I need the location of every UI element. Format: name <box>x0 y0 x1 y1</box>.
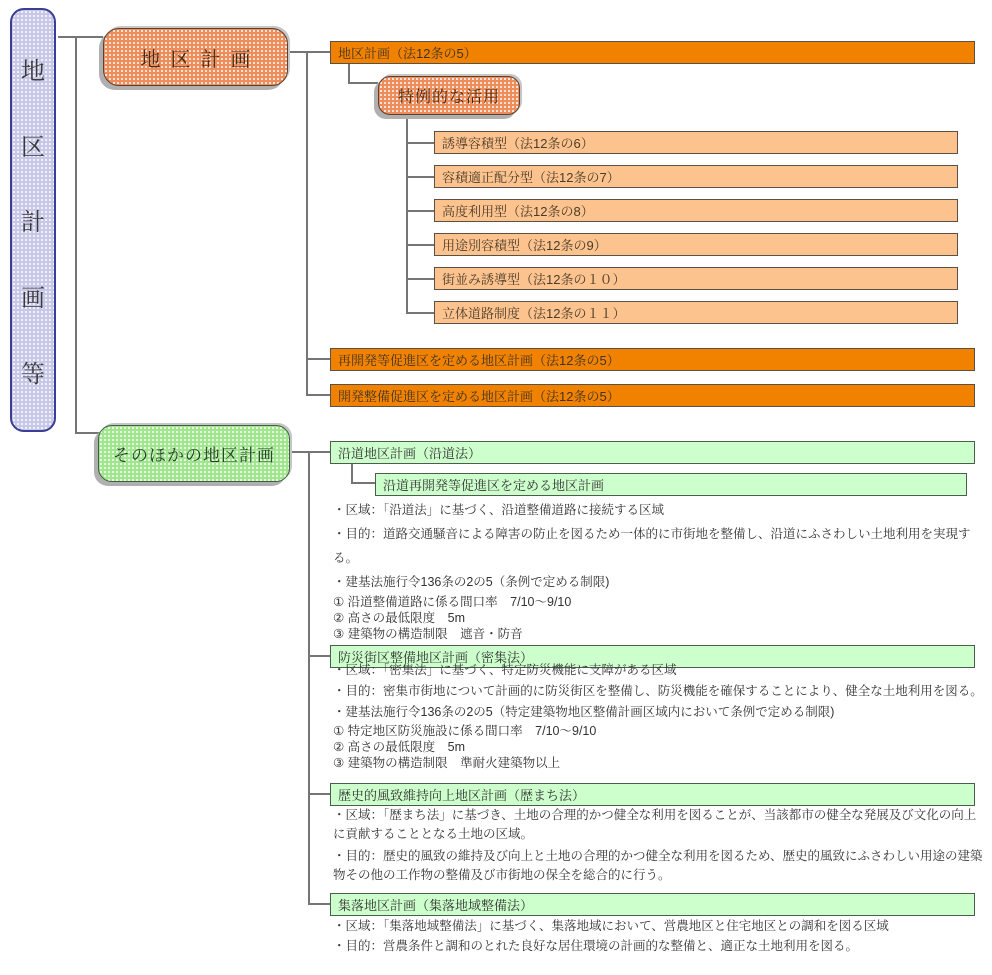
connector-line <box>308 451 310 905</box>
note-line: ・目的：密集市街地について計画的に防災街区を整備し、防災機能を確保することにより、健全な土地利用を図る。 <box>333 684 983 698</box>
connector-line <box>406 278 434 280</box>
root-label-char: 等 <box>21 361 45 389</box>
section-header-historic-scenery: 歴史的風致維持向上地区計画（歴まち法） <box>330 783 975 806</box>
connector-line <box>406 142 434 144</box>
note-line: ③ 建築物の構造制限 遮音・防音 <box>333 627 523 641</box>
connector-line <box>406 210 434 212</box>
notes-roadside <box>333 498 985 642</box>
section-header-rural-settlement: 集落地区計画（集落地域整備法） <box>330 893 975 916</box>
bar-special-type: 用途別容積型（法12条の9） <box>434 233 958 256</box>
bar-special-type: 容積適正配分型（法12条の7） <box>434 165 958 188</box>
connector-line <box>351 463 353 484</box>
notes-rural-settlement <box>333 916 985 956</box>
bar-special-type: 立体道路制度（法12条の１１） <box>434 301 958 324</box>
section-header-roadside: 沿道地区計画（沿道法） <box>330 441 975 464</box>
connector-line <box>291 451 330 453</box>
connector-line <box>308 793 332 795</box>
note-line: ・目的：歴史的風致の維持及び向上と土地の合理的かつ健全な利用を図るため、歴史的風致にふさわしい用途の建築物その他の工作物の整備及び市街地の保全を総合的に行う。 <box>333 849 983 882</box>
section-header-disaster-prevention: 防災街区整備地区計画（密集法） <box>330 645 975 668</box>
note-line: ・区域：「歴まち法」に基づき、土地の合理的かつ健全な利用を図ることが、当該都市の健全な発展及び文化の向上に貢献することとなる土地の区域。 <box>333 808 977 841</box>
connector-line <box>406 176 434 178</box>
connector-line <box>406 244 434 246</box>
connector-line <box>75 432 100 434</box>
connector-line <box>348 64 350 84</box>
note-line: ② 高さの最低限度 5m <box>333 611 466 625</box>
root-label-char: 計 <box>21 209 45 237</box>
root-label <box>10 8 56 432</box>
connector-line <box>75 36 77 434</box>
bar-special-type: 高度利用型（法12条の8） <box>434 199 958 222</box>
root-label-char: 区 <box>21 133 45 161</box>
notes-historic-scenery <box>333 806 985 888</box>
connector-line <box>351 482 377 484</box>
connector-line <box>58 36 103 38</box>
note-line: ① 沿道整備道路に係る間口率 7/10～9/10 <box>333 595 572 609</box>
connector-line <box>406 115 408 314</box>
note-line: ・区域：「集落地域整備法」に基づく、集落地域において、営農地区と住宅地区との調和を図る区域 <box>333 919 889 933</box>
node-other-district-plans: そのほかの地区計画 <box>98 425 290 482</box>
bar-special-type: 街並み誘導型（法12条の１０） <box>434 267 958 290</box>
bar-special-type: 誘導容積型（法12条の6） <box>434 131 958 154</box>
notes-disaster-prevention <box>333 660 985 771</box>
connector-line <box>306 51 308 396</box>
connector-line <box>348 82 378 84</box>
connector-line <box>406 312 434 314</box>
sub-bar-roadside-redevelopment: 沿道再開発等促進区を定める地区計画 <box>375 473 967 496</box>
note-line: ・区域：「密集法」に基づく、特定防災機能に支障がある区域 <box>333 663 677 677</box>
note-line: ・建基法施行令136条の2の5（条例で定める制限) <box>333 575 610 589</box>
connector-line <box>308 903 332 905</box>
connector-line <box>306 394 332 396</box>
connector-line <box>306 358 332 360</box>
connector-line <box>288 51 330 53</box>
node-district-plan: 地区計画 <box>103 28 288 86</box>
node-special-use: 特例的な活用 <box>378 76 520 115</box>
note-line: ・建基法施行令136条の2の5（特定建築物地区整備計画区域内において条例で定める制限) <box>333 705 835 719</box>
root-label-char: 地 <box>21 57 45 85</box>
note-line: ① 特定地区防災施設に係る間口率 7/10～9/10 <box>333 724 597 738</box>
bar-district-plan-law12-5: 地区計画（法12条の5） <box>330 41 975 64</box>
bar-redevelopment-promotion: 再開発等促進区を定める地区計画（法12条の5） <box>330 348 975 371</box>
root-label-char: 画 <box>21 285 45 313</box>
connector-line <box>308 655 332 657</box>
note-line: ・区域：「沿道法」に基づく、沿道整備道路に接続する区域 <box>333 503 665 517</box>
note-line: ② 高さの最低限度 5m <box>333 740 466 754</box>
note-line: ③ 建築物の構造制限 準耐火建築物以上 <box>333 756 561 770</box>
bar-development-promotion: 開発整備促進区を定める地区計画（法12条の5） <box>330 384 975 407</box>
note-line: ・目的：営農条件と調和のとれた良好な居住環境の計画的な整備と、適正な土地利用を図る。 <box>333 939 859 953</box>
note-line: ・目的：道路交通騒音による障害の防止を図るため一体的に市街地を整備し、沿道にふさわしい土地利用を実現する。 <box>333 527 971 565</box>
